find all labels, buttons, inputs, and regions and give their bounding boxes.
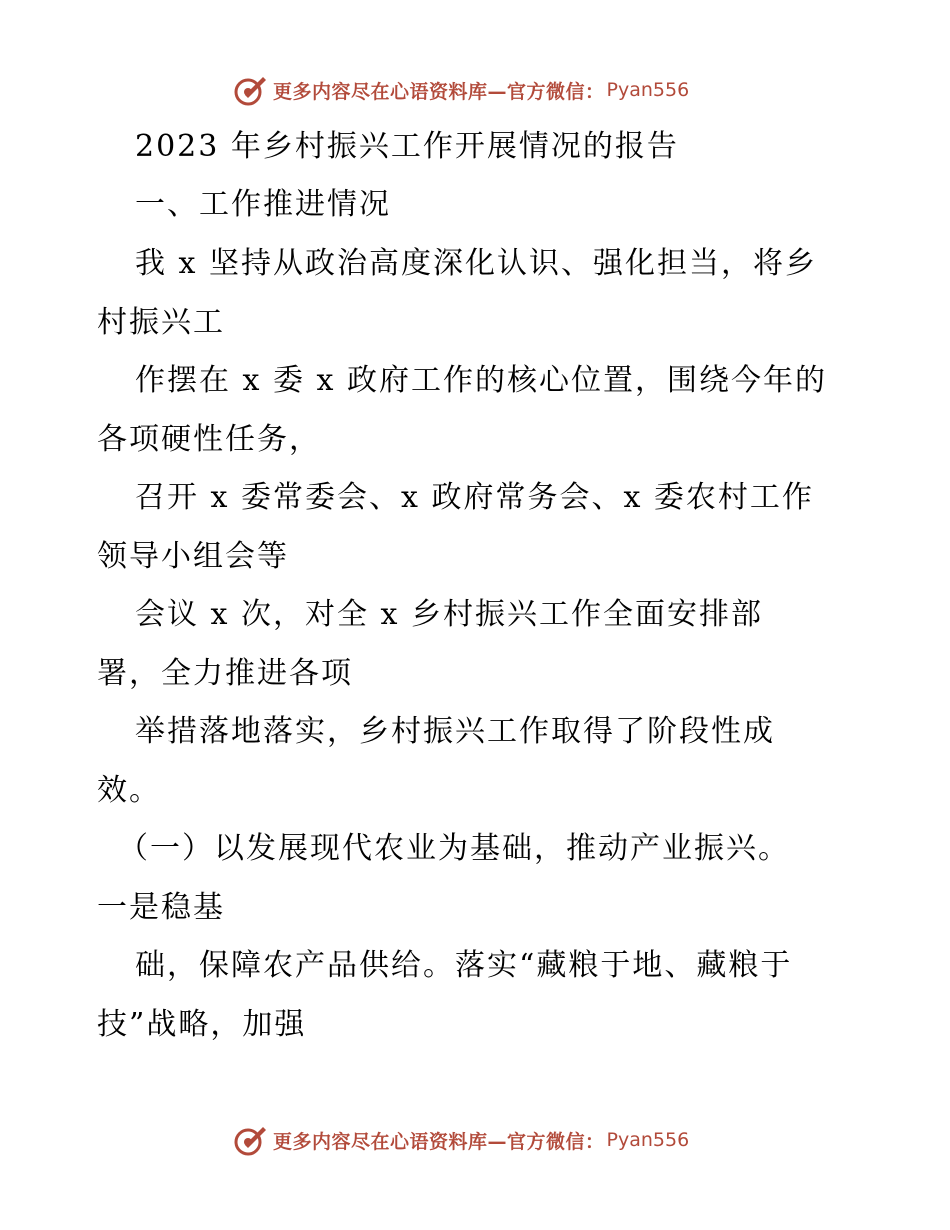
body-line: 技”战略，加强 — [97, 1007, 307, 1042]
pen-in-circle-logo-icon — [233, 73, 267, 107]
watermark-banner-bottom — [233, 1120, 689, 1160]
body-line: 础，保障农产品供给。落实“藏粮于地、藏粮于 — [135, 948, 793, 983]
body-line: 一是稳基 — [97, 890, 225, 925]
watermark-text: 更多内容尽在心语资料库—官方微信： — [273, 1130, 605, 1153]
watermark-banner-top — [233, 70, 689, 110]
body-line: 召开 x 委常委会、x 政府常务会、x 委农村工作 — [135, 480, 814, 515]
body-line: 我 x 坚持从政治高度深化认识、强化担当，将乡 — [135, 246, 817, 281]
body-line: 各项硬性任务， — [97, 422, 321, 457]
subsection-heading: （一）以发展现代农业为基础，推动产业振兴。 — [118, 831, 790, 866]
pen-in-circle-logo-icon — [233, 1123, 267, 1157]
section-heading: 一、工作推进情况 — [135, 187, 391, 222]
body-line: 村振兴工 — [97, 305, 225, 340]
body-line: 署，全力推进各项 — [97, 656, 353, 691]
body-line: 领导小组会等 — [97, 539, 289, 574]
watermark-handle: Pyan556 — [606, 79, 690, 101]
body-line: 作摆在 x 委 x 政府工作的核心位置，围绕今年的 — [135, 363, 827, 398]
watermark-text: 更多内容尽在心语资料库—官方微信： — [273, 80, 605, 103]
body-line: 举措落地落实，乡村振兴工作取得了阶段性成 — [135, 714, 775, 749]
body-line: 会议 x 次，对全 x 乡村振兴工作全面安排部 — [135, 597, 763, 632]
watermark-handle: Pyan556 — [606, 1129, 690, 1151]
document-title: 2023 年乡村振兴工作开展情况的报告 — [135, 129, 679, 164]
body-line: 效。 — [97, 773, 161, 808]
